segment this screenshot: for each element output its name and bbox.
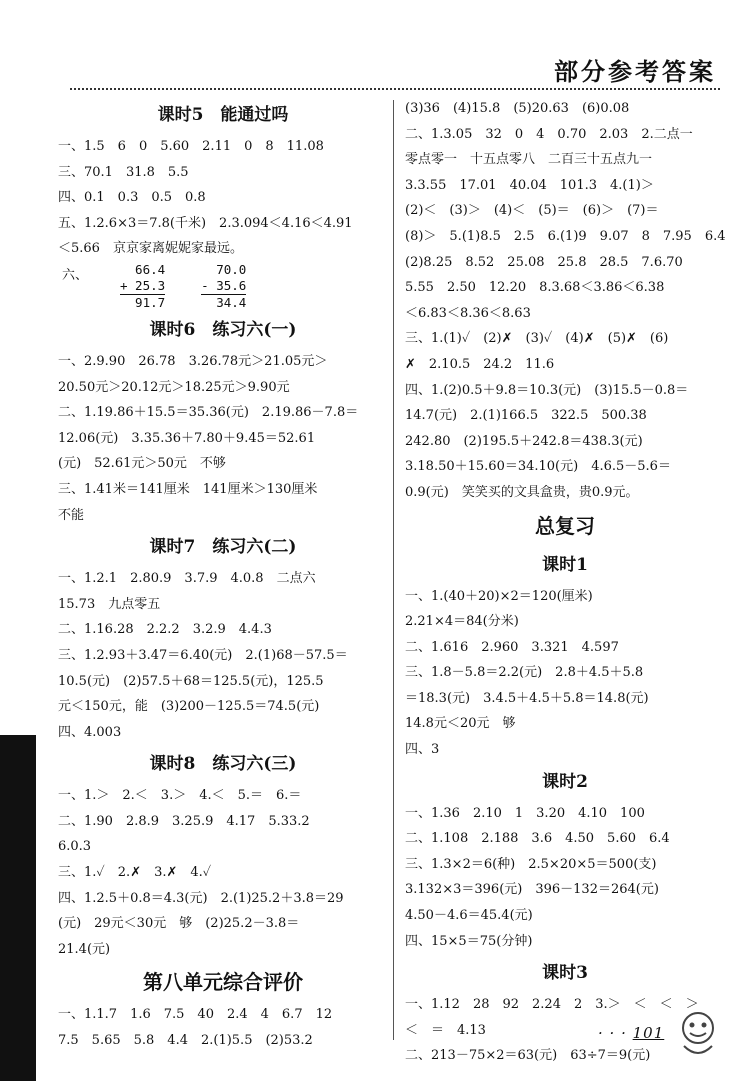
answer-line: 15.73 九点零五 [58, 596, 161, 612]
vertical-calculations [58, 262, 388, 311]
calc-row: - 35.6 [201, 277, 247, 293]
section-title: 课时7 练习六(二) [149, 537, 297, 558]
left-column [58, 96, 388, 1054]
calc-row: + 25.3 [120, 277, 166, 293]
answer-line: 二、1.90 2.8.9 3.25.9 4.17 5.33.2 [58, 813, 310, 829]
answer-line: 零点零一 十五点零八 二百三十五点九一 [405, 152, 653, 168]
section-lesson-8 [58, 745, 388, 962]
answer-line: 6.0.3 [58, 839, 92, 855]
section-title: 课时6 练习六(一) [149, 319, 297, 340]
vertical-calc-addition [120, 262, 165, 311]
answer-line: 5.55 2.50 12.20 8.3.68＜3.86＜6.38 [405, 280, 665, 296]
answer-line: 一、2.9.90 26.78 3.26.78元＞21.05元＞ [58, 353, 328, 369]
answer-line: 四、15×5＝75(分钟) [405, 933, 533, 949]
calc-row: 66.4 [120, 261, 166, 277]
answer-line: 3.132×3＝396(元) 396－132＝264(元) [405, 882, 659, 898]
answer-line: 242.80 (2)195.5＋242.8＝438.3(元) [405, 433, 643, 449]
answer-line: 12.06(元) 3.35.36＋7.80＋9.45＝52.61 [58, 430, 316, 446]
header-dotted-rule [70, 88, 720, 90]
answer-line: 一、1.1.7 1.6 7.5 40 2.4 4 6.7 12 [58, 1007, 333, 1023]
answer-line: 元＜150元，能 (3)200－125.5＝74.5(元) [58, 699, 320, 715]
answer-line: 一、1.＞ 2.＜ 3.＞ 4.＜ 5.＝ 6.＝ [58, 788, 302, 804]
answer-line: 四、1.2.5＋0.8＝4.3(元) 2.(1)25.2＋3.8＝29 [58, 890, 344, 906]
answer-line: 四、4.003 [58, 724, 122, 740]
answer-line: 0.9(元) 笑笑买的文具盒贵，贵0.9元。 [405, 484, 639, 500]
page-number-value: 101 [632, 1024, 665, 1042]
answer-line: 二、1.108 2.188 3.6 4.50 5.60 6.4 [405, 831, 670, 847]
answer-line: 三、1.8－5.8＝2.2(元) 2.8＋4.5＋5.8 [405, 665, 644, 681]
answer-line: ＜ ＝ 4.13 [405, 1022, 486, 1038]
answer-line: 3.3.55 17.01 40.04 101.3 4.(1)＞ [405, 177, 654, 193]
section-title: 第八单元综合评价 [143, 970, 303, 995]
answer-line: 一、1.12 28 92 2.24 2 3.＞ ＜ ＜ ＞ [405, 997, 699, 1013]
answer-line: 二、213－75×2＝63(元) 63÷7＝9(元) [405, 1048, 651, 1064]
answer-line: 不能 [58, 507, 85, 523]
answer-line: 三、70.1 31.8 5.5 [58, 164, 189, 180]
answer-line: (8)＞ 5.(1)8.5 2.5 6.(1)9 9.07 8 7.95 6.4 [405, 228, 726, 244]
section-title: 课时2 [542, 771, 588, 792]
calc-result: 91.7 [120, 294, 166, 310]
section-lesson-7 [58, 528, 388, 745]
page-number [598, 1024, 664, 1042]
section-lesson-5 [58, 96, 388, 311]
answer-line: 三、1.3×2＝6(种) 2.5×20×5＝500(支) [405, 856, 657, 872]
answer-line: 二、1.3.05 32 0 4 0.70 2.03 2.二点一 [405, 126, 693, 142]
answer-line: (2)＜ (3)＞ (4)＜ (5)＝ (6)＞ (7)＝ [405, 203, 659, 219]
answer-line: ＝18.3(元) 3.4.5＋4.5＋5.8＝14.8(元) [405, 690, 649, 706]
answer-line: ＜6.83＜8.36＜8.63 [405, 305, 531, 321]
section-title: 课时3 [542, 963, 588, 984]
answer-line: 2.21×4＝84(分米) [405, 614, 519, 630]
answer-line: (元) 29元＜30元 够 (2)25.2－3.8＝ [58, 916, 300, 932]
vertical-calc-subtraction [201, 262, 246, 311]
section-lesson-6 [58, 311, 388, 528]
page-number-dots: · · · [598, 1024, 627, 1042]
section-title: 课时8 练习六(三) [149, 754, 297, 775]
section-review-1 [405, 546, 725, 763]
answer-line: 一、1.5 6 0 5.60 2.11 0 8 11.08 [58, 139, 324, 154]
vertical-label: 六、 [62, 267, 89, 283]
mascot-watermark-icon [668, 1002, 728, 1062]
answer-line: 一、1.(40＋20)×2＝120(厘米) [405, 588, 593, 604]
answer-line: 四、1.(2)0.5＋9.8＝10.3(元) (3)15.5－0.8＝ [405, 382, 689, 398]
answer-line: 14.8元＜20元 够 [405, 716, 516, 732]
answer-line: 21.4(元) [58, 941, 111, 957]
answer-line: 五、1.2.6×3＝7.8(千米) 2.3.094＜4.16＜4.91 [58, 215, 353, 231]
section-title: 课时1 [542, 554, 588, 575]
answer-line: ＜5.66 京京家离妮妮家最远。 [58, 241, 243, 257]
right-column [405, 96, 725, 1069]
calc-row: 70.0 [201, 261, 247, 277]
answer-line: 20.50元＞20.12元＞18.25元＞9.90元 [58, 379, 290, 395]
answer-line: 一、1.36 2.10 1 3.20 4.10 100 [405, 805, 645, 821]
answer-line: 四、3 [405, 742, 440, 758]
answer-line: 14.7(元) 2.(1)166.5 322.5 500.38 [405, 408, 647, 424]
answer-line: (3)36 (4)15.8 (5)20.63 (6)0.08 [405, 101, 630, 116]
answer-line: 三、1.(1)✓ (2)✗ (3)✓ (4)✗ (5)✗ (6) [405, 331, 669, 347]
answer-line: ✗ 2.10.5 24.2 11.6 [405, 356, 555, 372]
answer-line: 4.50－4.6＝45.4(元) [405, 908, 533, 924]
answer-line: 三、1.41米＝141厘米 141厘米＞130厘米 [58, 481, 318, 497]
answer-line: (2)8.25 8.52 25.08 25.8 28.5 7.6.70 [405, 254, 683, 270]
answer-line: 二、1.19.86＋15.5＝35.36(元) 2.19.86－7.8＝ [58, 405, 359, 421]
calc-result: 34.4 [201, 294, 247, 310]
section-title: 课时5 能通过吗 [157, 105, 289, 125]
column-divider [393, 100, 394, 1040]
answer-line: 3.18.50＋15.60＝34.10(元) 4.6.5－5.6＝ [405, 459, 671, 475]
page-header-title: 部分参考答案 [554, 57, 716, 86]
section-unit-8-review [58, 962, 388, 1053]
answer-line: (元) 52.61元＞50元 不够 [58, 456, 226, 472]
answer-line: 四、0.1 0.3 0.5 0.8 [58, 190, 206, 206]
answer-line: 三、1.2.93＋3.47＝6.40(元) 2.(1)68－57.5＝ [58, 647, 348, 663]
answer-line: 一、1.2.1 2.80.9 3.7.9 4.0.8 二点六 [58, 571, 316, 587]
answer-line: 二、1.616 2.960 3.321 4.597 [405, 639, 619, 655]
answer-line: 三、1.✓ 2.✗ 3.✗ 4.✓ [58, 865, 212, 881]
answer-line: 7.5 5.65 5.8 4.4 2.(1)5.5 (2)53.2 [58, 1033, 313, 1049]
answer-line: 10.5(元) (2)57.5＋68＝125.5(元)，125.5 [58, 673, 324, 689]
scan-edge-shadow [0, 735, 36, 1081]
review-heading: 总复习 [535, 513, 595, 538]
section-continued [405, 96, 725, 506]
section-review-2 [405, 763, 725, 955]
answer-line: 二、1.16.28 2.2.2 3.2.9 4.4.3 [58, 622, 272, 638]
